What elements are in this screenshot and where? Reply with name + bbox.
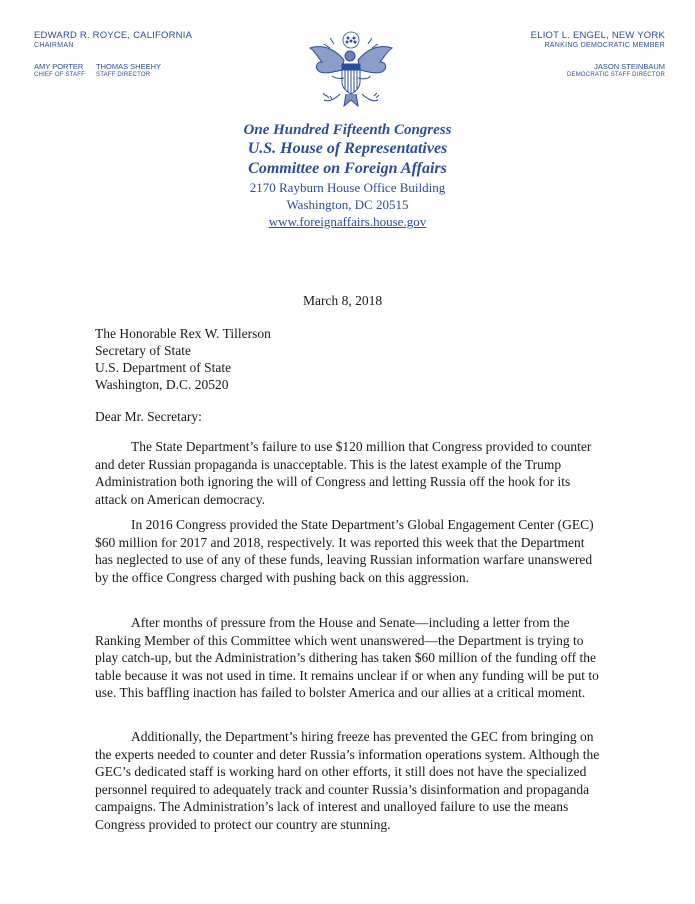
democratic-staff-director-title: DEMOCRATIC STAFF DIRECTOR bbox=[567, 72, 665, 78]
house-heading: U.S. House of Representatives bbox=[247, 140, 448, 157]
recipient-address: Washington, D.C. 20520 bbox=[95, 377, 229, 392]
paragraph-4: Additionally, the Department’s hiring freeze has prevented the GEC from bringing on the experts needed to counter and deter Russia’s information operations system. Although the GEC’s dedicated staff is working hard on other efforts, it still does not have the specialized personnel required to adequately track and counter Russia’s disinformation and propaganda campaigns. The Administration’s lack of interest and unalloyed failure to use the means Congress provided to protect our country are stunning. bbox=[95, 729, 600, 832]
address-line-1: 2170 Rayburn House Office Building bbox=[249, 180, 446, 195]
chief-of-staff-name: AMY PORTER bbox=[34, 62, 84, 71]
chief-of-staff-title: CHIEF OF STAFF bbox=[34, 72, 86, 78]
paragraph-3: After months of pressure from the House and Senate—including a letter from the Ranking Member of this Committee which went unanswered—the Department is trying to play catch-up, but the Administration’s dithering has taken $60 million of the funding off the table because it was not used in time. It remains unclear if or when any funding will be put to use. This baffling inaction has failed to bolster America and our allies at a critical moment. bbox=[95, 615, 599, 701]
salutation: Dear Mr. Secretary: bbox=[95, 409, 202, 424]
ranking-member-name: ELIOT L. ENGEL, NEW YORK bbox=[530, 30, 665, 41]
democratic-staff-director-name: JASON STEINBAUM bbox=[594, 62, 665, 71]
congress-heading: One Hundred Fifteenth Congress bbox=[243, 122, 452, 138]
committee-website-link[interactable]: www.foreignaffairs.house.gov bbox=[268, 214, 427, 229]
paragraph-1: The State Department’s failure to use $120 million that Congress provided to counter and deter Russian propaganda is unacceptable. This is the latest example of the Trump Administration both ignoring the will of Congress and letting Russia off the hook for its attack on American democracy. bbox=[95, 439, 592, 507]
ranking-member-title: RANKING DEMOCRATIC MEMBER bbox=[544, 42, 665, 49]
paragraph-2: In 2016 Congress provided the State Department’s Global Engagement Center (GEC) $60 million for 2017 and 2018, respectively. It was reported this week that the Department has neglected to use of any of these funds, leaving Russian information warfare unanswered by the office Congress charged with pushing back on this aggression. bbox=[95, 517, 594, 585]
chairman-title: CHAIRMAN bbox=[34, 42, 74, 49]
recipient-title: Secretary of State bbox=[95, 343, 191, 358]
address-line-2: Washington, DC 20515 bbox=[286, 197, 409, 212]
staff-director-title: STAFF DIRECTOR bbox=[96, 72, 151, 78]
recipient-department: U.S. Department of State bbox=[95, 360, 232, 375]
chairman-name: EDWARD R. ROYCE, CALIFORNIA bbox=[34, 30, 193, 41]
staff-director-name: THOMAS SHEEHY bbox=[96, 62, 162, 71]
committee-heading: Committee on Foreign Affairs bbox=[248, 160, 447, 177]
great-seal-eagle-icon bbox=[304, 30, 398, 118]
recipient-name: The Honorable Rex W. Tillerson bbox=[95, 326, 271, 341]
letter-date: March 8, 2018 bbox=[303, 293, 383, 308]
